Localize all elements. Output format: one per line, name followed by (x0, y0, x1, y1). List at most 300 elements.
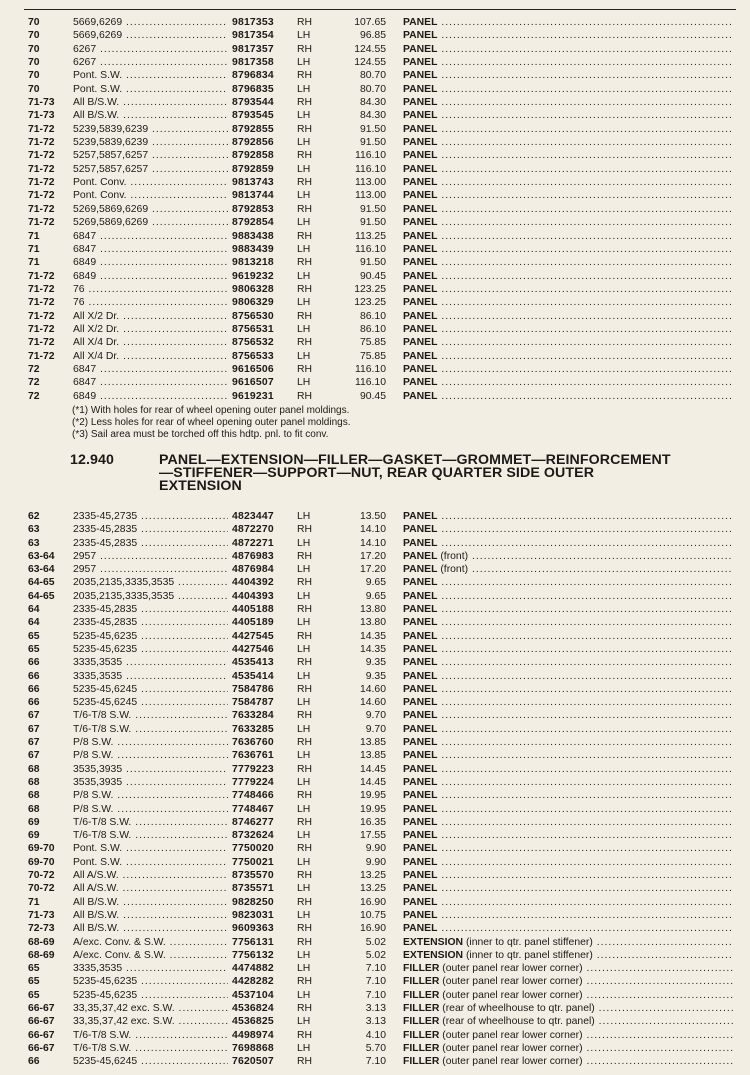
model-cell: All B/S.W. ..... (73, 896, 228, 909)
description-cell (403, 56, 733, 69)
model-cell: A/exc. Conv. & S.W. ..... (73, 936, 228, 949)
part-number-cell: 8756532 (232, 337, 274, 349)
side-cell: LH (297, 1042, 311, 1054)
description-name: PANEL (403, 604, 438, 616)
year-cell: 71-72 (28, 310, 55, 322)
description-name: PANEL (403, 723, 438, 735)
side-cell: RH (297, 683, 313, 695)
description-qualifier: (outer panel rear lower corner) (442, 1056, 583, 1068)
price-cell: 7.10 (365, 976, 386, 988)
description-cell (403, 296, 733, 309)
part-number-cell: 9883438 (232, 230, 274, 242)
description-name: PANEL (403, 283, 438, 295)
year-cell: 65 (28, 963, 40, 975)
side-cell: RH (297, 710, 313, 722)
model-cell: 6849 ..... (73, 270, 228, 283)
year-cell: 70 (28, 70, 40, 82)
price-cell: 9.35 (365, 670, 386, 682)
description-cell (403, 189, 733, 202)
section-title-line-3: EXTENSION (159, 478, 242, 494)
side-cell: RH (297, 550, 313, 562)
description-cell (403, 510, 733, 523)
section-title (159, 454, 739, 493)
description-name: PANEL (403, 737, 438, 749)
year-cell: 70-72 (28, 883, 55, 895)
year-cell: 68 (28, 776, 40, 788)
description-cell (403, 83, 733, 96)
description-qualifier: (outer panel rear lower corner) (442, 989, 583, 1001)
parts-row (0, 216, 750, 229)
year-cell: 64-65 (28, 590, 55, 602)
parts-row (0, 323, 750, 336)
part-number-cell: 7633285 (232, 723, 274, 735)
parts-row (0, 310, 750, 323)
description-name: PANEL (403, 297, 438, 309)
description-cell (403, 643, 733, 656)
parts-row (0, 842, 750, 855)
side-cell: LH (297, 57, 311, 69)
part-number-cell: 4536824 (232, 1002, 274, 1014)
model-cell: 33,35,37,42 exc. S.W. ..... (73, 1002, 228, 1015)
model-cell: Pont. S.W. ..... (73, 83, 228, 96)
parts-row (0, 270, 750, 283)
side-cell: LH (297, 217, 311, 229)
parts-row (0, 83, 750, 96)
year-cell: 62 (28, 511, 40, 522)
year-cell: 69-70 (28, 843, 55, 855)
upper-parts-list (0, 16, 750, 403)
model-cell: Pont. S.W. ..... (73, 856, 228, 869)
part-number-cell: 4872270 (232, 524, 274, 536)
year-cell: 66 (28, 683, 40, 695)
description-name: PANEL (403, 763, 438, 775)
parts-row (0, 590, 750, 603)
parts-row (0, 163, 750, 176)
price-cell: 13.80 (359, 604, 386, 616)
year-cell: 64 (28, 604, 40, 616)
model-cell: 5235-45,6245 ..... (73, 696, 228, 709)
year-cell: 71-72 (28, 190, 55, 202)
description-cell (403, 909, 733, 922)
model-cell: 5669,6269 ..... (73, 16, 228, 29)
side-cell: RH (297, 630, 313, 642)
model-cell: 6847 ..... (73, 230, 228, 243)
part-number-cell: 4404392 (232, 577, 274, 589)
model-cell: A/exc. Conv. & S.W. ..... (73, 949, 228, 962)
part-number-cell: 8756531 (232, 323, 274, 335)
description-name: PANEL (403, 657, 438, 669)
description-name: PANEL (403, 97, 438, 109)
parts-row (0, 749, 750, 762)
model-cell: 3535,3935 ..... (73, 763, 228, 776)
price-cell: 80.70 (359, 70, 386, 82)
description-name: PANEL (403, 537, 438, 549)
description-name: PANEL (403, 363, 438, 375)
price-cell: 9.70 (365, 710, 386, 722)
side-cell: LH (297, 1016, 311, 1028)
price-cell: 14.45 (359, 776, 386, 788)
description-qualifier: (outer panel rear lower corner) (442, 976, 583, 988)
price-cell: 5.02 (365, 936, 386, 948)
part-number-cell: 9806328 (232, 283, 274, 295)
part-number-cell: 8746277 (232, 816, 274, 828)
side-cell: LH (297, 30, 311, 42)
parts-row (0, 869, 750, 882)
description-cell (403, 230, 733, 243)
side-cell: RH (297, 283, 313, 295)
part-number-cell: 8735571 (232, 883, 274, 895)
part-number-cell: 8793544 (232, 97, 274, 109)
part-number-cell: 4404393 (232, 590, 274, 602)
price-cell: 5.02 (365, 949, 386, 961)
description-cell (403, 1042, 733, 1055)
parts-row (0, 1029, 750, 1042)
year-cell: 66 (28, 1056, 40, 1068)
year-cell: 71-72 (28, 337, 55, 349)
parts-row (0, 882, 750, 895)
price-cell: 14.35 (359, 630, 386, 642)
price-cell: 86.10 (359, 323, 386, 335)
description-cell (403, 656, 733, 669)
description-name: PANEL (403, 564, 438, 576)
part-number-cell: 4535413 (232, 657, 274, 669)
parts-row (0, 336, 750, 349)
side-cell: RH (297, 1029, 313, 1041)
model-cell: 33,35,37,42 exc. S.W. ..... (73, 1015, 228, 1028)
model-cell: 2035,2135,3335,3535 ..... (73, 576, 228, 589)
part-number-cell: 7698868 (232, 1042, 274, 1054)
year-cell: 71-72 (28, 270, 55, 282)
model-cell: 2957 ..... (73, 563, 228, 576)
description-cell (403, 856, 733, 869)
model-cell: 5269,5869,6269 ..... (73, 216, 228, 229)
side-cell: RH (297, 737, 313, 749)
description-name: PANEL (403, 923, 438, 935)
price-cell: 13.50 (359, 511, 386, 522)
part-number-cell: 7584787 (232, 697, 274, 709)
section-number: 12.940 (70, 452, 114, 468)
parts-row (0, 696, 750, 709)
model-cell: 6847 ..... (73, 243, 228, 256)
model-cell: Pont. Conv. ..... (73, 176, 228, 189)
parts-row (0, 975, 750, 988)
side-cell: RH (297, 337, 313, 349)
year-cell: 70 (28, 57, 40, 69)
description-qualifier: (outer panel rear lower corner) (442, 1042, 583, 1054)
description-cell (403, 603, 733, 616)
model-cell: T/6-T/8 S.W. ..... (73, 709, 228, 722)
description-name: PANEL (403, 177, 438, 189)
model-cell: 3335,3535 ..... (73, 670, 228, 683)
price-cell: 17.55 (359, 830, 386, 842)
part-number-cell: 8792856 (232, 137, 274, 149)
model-cell: 5235-45,6245 ..... (73, 683, 228, 696)
description-name: FILLER (403, 1056, 440, 1068)
description-cell (403, 216, 733, 229)
year-cell: 65 (28, 643, 40, 655)
price-cell: 16.35 (359, 816, 386, 828)
footnote-1: (*1) With holes for rear of wheel opening outer panel moldings. (72, 405, 350, 416)
description-name: PANEL (403, 550, 438, 562)
price-cell: 3.13 (365, 1002, 386, 1014)
parts-row (0, 922, 750, 935)
side-cell: LH (297, 856, 311, 868)
side-cell: RH (297, 657, 313, 669)
year-cell: 72 (28, 363, 40, 375)
description-name: PANEL (403, 350, 438, 362)
model-cell: 5257,5857,6257 ..... (73, 149, 228, 162)
year-cell: 68-69 (28, 936, 55, 948)
description-name: PANEL (403, 150, 438, 162)
price-cell: 17.20 (359, 564, 386, 576)
description-name: PANEL (403, 377, 438, 389)
description-name: PANEL (403, 590, 438, 602)
model-cell: 76 ..... (73, 296, 228, 309)
price-cell: 5.70 (365, 1042, 386, 1054)
model-cell: 5235-45,6235 ..... (73, 989, 228, 1002)
model-cell: 2335-45,2835 ..... (73, 603, 228, 616)
side-cell: RH (297, 1002, 313, 1014)
side-cell: LH (297, 949, 311, 961)
year-cell: 71-72 (28, 137, 55, 149)
model-cell: All B/S.W. ..... (73, 109, 228, 122)
price-cell: 90.45 (359, 390, 386, 402)
description-qualifier: (front) (440, 564, 469, 576)
description-cell (403, 896, 733, 909)
description-name: PANEL (403, 110, 438, 122)
year-cell: 71-73 (28, 110, 55, 122)
year-cell: 65 (28, 989, 40, 1001)
description-cell (403, 869, 733, 882)
year-cell: 71-72 (28, 150, 55, 162)
part-number-cell: 9817354 (232, 30, 274, 42)
description-cell (403, 16, 733, 29)
side-cell: LH (297, 883, 311, 895)
part-number-cell: 4427545 (232, 630, 274, 642)
year-cell: 71-72 (28, 163, 55, 175)
model-cell: 5269,5869,6269 ..... (73, 203, 228, 216)
description-cell (403, 882, 733, 895)
side-cell: LH (297, 697, 311, 709)
description-name: PANEL (403, 337, 438, 349)
model-cell: 2335-45,2835 ..... (73, 616, 228, 629)
price-cell: 116.10 (354, 377, 386, 389)
description-name: PANEL (403, 310, 438, 322)
price-cell: 16.90 (359, 923, 386, 935)
description-name: FILLER (403, 963, 440, 975)
part-number-cell: 9883439 (232, 243, 274, 255)
parts-row (0, 909, 750, 922)
description-cell (403, 763, 733, 776)
description-name: PANEL (403, 790, 438, 802)
parts-row (0, 683, 750, 696)
parts-row (0, 189, 750, 202)
description-name: PANEL (403, 883, 438, 895)
description-qualifier: (inner to qtr. panel stiffener) (465, 949, 593, 961)
parts-row (0, 576, 750, 589)
price-cell: 91.50 (359, 123, 386, 135)
description-cell (403, 670, 733, 683)
description-name: PANEL (403, 524, 438, 536)
year-cell: 71-72 (28, 123, 55, 135)
price-cell: 9.35 (365, 657, 386, 669)
parts-row (0, 989, 750, 1002)
part-number-cell: 4535414 (232, 670, 274, 682)
year-cell: 70 (28, 17, 40, 28)
side-cell: RH (297, 790, 313, 802)
description-name: PANEL (403, 870, 438, 882)
description-cell (403, 829, 733, 842)
price-cell: 14.10 (359, 524, 386, 536)
side-cell: RH (297, 577, 313, 589)
description-name: PANEL (403, 390, 438, 402)
description-cell (403, 176, 733, 189)
description-cell (403, 323, 733, 336)
price-cell: 113.00 (354, 177, 386, 189)
top-rule (24, 9, 736, 10)
model-cell: P/8 S.W. ..... (73, 803, 228, 816)
model-cell: 3335,3535 ..... (73, 962, 228, 975)
price-cell: 19.95 (359, 803, 386, 815)
price-cell: 91.50 (359, 257, 386, 269)
part-number-cell: 4405188 (232, 604, 274, 616)
description-cell (403, 537, 733, 550)
description-cell (403, 363, 733, 376)
model-cell: Pont. Conv. ..... (73, 189, 228, 202)
description-cell (403, 29, 733, 42)
model-cell: 2035,2135,3335,3535 ..... (73, 590, 228, 603)
price-cell: 80.70 (359, 83, 386, 95)
side-cell: RH (297, 363, 313, 375)
description-cell (403, 962, 733, 975)
price-cell: 116.10 (354, 363, 386, 375)
part-number-cell: 9813744 (232, 190, 274, 202)
parts-row (0, 256, 750, 269)
year-cell: 63 (28, 524, 40, 536)
price-cell: 9.65 (365, 590, 386, 602)
description-cell (403, 550, 733, 563)
description-cell (403, 163, 733, 176)
price-cell: 13.80 (359, 617, 386, 629)
price-cell: 124.55 (354, 43, 386, 55)
side-cell: LH (297, 350, 311, 362)
side-cell: RH (297, 870, 313, 882)
description-cell (403, 136, 733, 149)
side-cell: LH (297, 537, 311, 549)
year-cell: 71 (28, 257, 40, 269)
price-cell: 14.45 (359, 763, 386, 775)
description-cell (403, 816, 733, 829)
description-cell (403, 256, 733, 269)
description-cell (403, 523, 733, 536)
model-cell: 5669,6269 ..... (73, 29, 228, 42)
part-number-cell: 7636760 (232, 737, 274, 749)
side-cell: LH (297, 643, 311, 655)
part-number-cell: 7748467 (232, 803, 274, 815)
parts-row (0, 537, 750, 550)
model-cell: All B/S.W. ..... (73, 96, 228, 109)
part-number-cell: 4537104 (232, 989, 274, 1001)
part-number-cell: 9619231 (232, 390, 274, 402)
side-cell: RH (297, 17, 313, 28)
model-cell: 6849 ..... (73, 256, 228, 269)
model-cell: 6847 ..... (73, 363, 228, 376)
part-number-cell: 4536825 (232, 1016, 274, 1028)
model-cell: T/6-T/8 S.W. ..... (73, 829, 228, 842)
parts-row (0, 96, 750, 109)
description-name: PANEL (403, 896, 438, 908)
parts-row (0, 1015, 750, 1028)
description-cell (403, 1002, 733, 1015)
description-name: EXTENSION (403, 949, 464, 961)
part-number-cell: 8732624 (232, 830, 274, 842)
model-cell: All A/S.W. ..... (73, 869, 228, 882)
side-cell: RH (297, 1056, 313, 1068)
parts-row (0, 69, 750, 82)
description-name: PANEL (403, 511, 438, 522)
description-cell (403, 1015, 733, 1028)
side-cell: LH (297, 243, 311, 255)
side-cell: LH (297, 297, 311, 309)
part-number-cell: 8796834 (232, 70, 274, 82)
description-cell (403, 563, 733, 576)
description-cell (403, 616, 733, 629)
description-name: FILLER (403, 989, 440, 1001)
description-cell (403, 776, 733, 789)
part-number-cell: 9616507 (232, 377, 274, 389)
side-cell: LH (297, 270, 311, 282)
side-cell: LH (297, 963, 311, 975)
side-cell: LH (297, 670, 311, 682)
part-number-cell: 4823447 (232, 511, 274, 522)
description-qualifier: (inner to qtr. panel stiffener) (465, 936, 593, 948)
description-name: PANEL (403, 70, 438, 82)
side-cell: LH (297, 83, 311, 95)
year-cell: 68 (28, 803, 40, 815)
model-cell: 5235-45,6235 ..... (73, 643, 228, 656)
side-cell: RH (297, 763, 313, 775)
year-cell: 67 (28, 737, 40, 749)
description-name: FILLER (403, 1042, 440, 1054)
year-cell: 71-72 (28, 177, 55, 189)
part-number-cell: 8792854 (232, 217, 274, 229)
parts-row (0, 656, 750, 669)
description-name: FILLER (403, 1029, 440, 1041)
year-cell: 66-67 (28, 1002, 55, 1014)
parts-row (0, 550, 750, 563)
parts-row (0, 670, 750, 683)
description-name: PANEL (403, 163, 438, 175)
description-name: FILLER (403, 1016, 440, 1028)
side-cell: LH (297, 511, 311, 522)
parts-row (0, 16, 750, 29)
parts-row (0, 736, 750, 749)
part-number-cell: 8792858 (232, 150, 274, 162)
side-cell: RH (297, 203, 313, 215)
model-cell: All X/2 Dr. ..... (73, 323, 228, 336)
description-name: PANEL (403, 203, 438, 215)
part-number-cell: 8756533 (232, 350, 274, 362)
price-cell: 14.10 (359, 537, 386, 549)
description-name: PANEL (403, 577, 438, 589)
year-cell: 70 (28, 83, 40, 95)
year-cell: 71-72 (28, 217, 55, 229)
description-name: PANEL (403, 830, 438, 842)
parts-row (0, 390, 750, 403)
part-number-cell: 4428282 (232, 976, 274, 988)
description-cell (403, 123, 733, 136)
part-number-cell: 9609363 (232, 923, 274, 935)
